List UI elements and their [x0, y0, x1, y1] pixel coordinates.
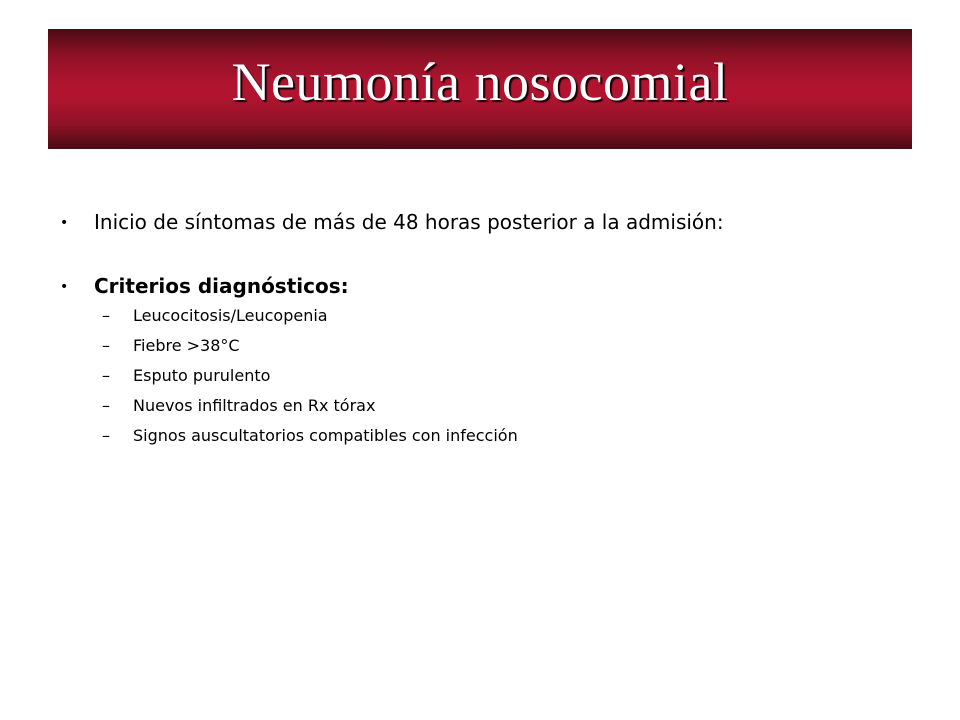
bullet-criteria	[60, 274, 920, 298]
bullet-text: Criterios diagnósticos:	[94, 274, 349, 298]
list-item	[102, 336, 920, 366]
dash-marker: –	[102, 306, 110, 325]
dash-marker: –	[102, 366, 110, 385]
list-item	[102, 366, 920, 396]
slide-content	[60, 210, 920, 456]
list-item-text: Leucocitosis/Leucopenia	[133, 306, 328, 325]
dash-marker: –	[102, 426, 110, 445]
list-item	[102, 306, 920, 336]
title-banner	[48, 29, 912, 149]
list-item-text: Fiebre >38°C	[133, 336, 240, 355]
dash-marker: –	[102, 336, 110, 355]
list-item-text: Nuevos infiltrados en Rx tórax	[133, 396, 376, 415]
bullet-marker: •	[60, 279, 69, 295]
list-item	[102, 426, 920, 456]
list-item-text: Signos auscultatorios compatibles con infección	[133, 426, 518, 445]
bullet-marker: •	[60, 215, 69, 231]
list-item	[102, 396, 920, 426]
dash-marker: –	[102, 396, 110, 415]
slide-title: Neumonía nosocomial	[231, 52, 729, 112]
bullet-text: Inicio de síntomas de más de 48 horas posterior a la admisión:	[94, 210, 724, 234]
list-item-text: Esputo purulento	[133, 366, 271, 385]
criteria-list	[60, 306, 920, 456]
bullet-onset	[60, 210, 920, 234]
